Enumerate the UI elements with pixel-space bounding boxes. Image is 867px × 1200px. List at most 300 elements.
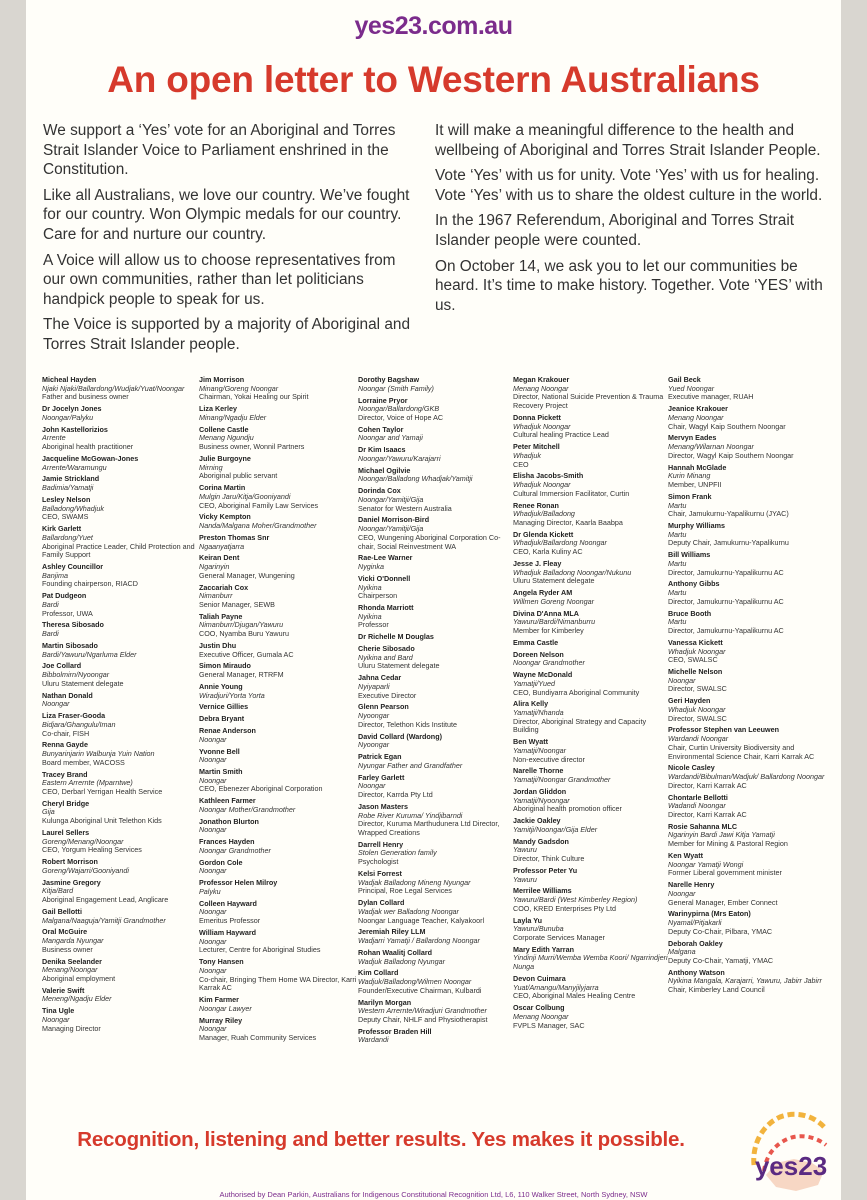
signatory-name: Laurel Sellers <box>42 827 90 837</box>
signatory-group: Noongar/Palyku <box>42 412 94 422</box>
signatory <box>199 900 357 926</box>
signatory-group: Kurin Minang <box>668 471 711 481</box>
signatory <box>668 881 826 907</box>
signatory-group: Noongar Mother/Grandmother <box>199 804 296 814</box>
signatory <box>42 741 200 767</box>
signatory <box>513 975 671 1001</box>
signatory-group: Menang Noongar <box>513 1011 569 1021</box>
signatory-name: Dr Kim Isaacs <box>358 445 406 455</box>
signatory-name: Ashley Councillor <box>42 562 104 572</box>
signatory-name: Rae-Lee Warner <box>358 553 413 563</box>
yes23-logo <box>746 1105 836 1195</box>
signatory <box>668 405 826 431</box>
signatory <box>668 610 826 636</box>
signatory-group: Menang/Noongar <box>42 965 98 975</box>
signatory-group: Goreng/Menang/Noongar <box>42 836 124 846</box>
signatory-role: Director, Karri Karrak AC <box>668 780 747 790</box>
signatory-name: Megan Krakouer <box>513 375 570 384</box>
signatory-name: Oral McGuire <box>42 927 88 937</box>
signatory <box>42 405 200 422</box>
signatory-group: Wadjuk Balladong Nyungar <box>358 956 445 966</box>
signatory-role: Co-chair, Bringing Them Home WA Director, Karri Karrak AC <box>199 974 357 993</box>
signatory <box>42 475 200 492</box>
signatory-name: Mervyn Eades <box>668 433 717 443</box>
url-brand: yes <box>354 12 395 40</box>
signatory-name: Merrilee Williams <box>513 886 572 896</box>
signatory <box>668 910 826 936</box>
signatory-group: Balladong/Whadjuk <box>42 503 104 513</box>
signatory-group: Nyikina Mangala, Karajarri, Yawuru, Jabirr Jabirr <box>668 976 822 986</box>
signatory-group: Whadjuk Balladong Noongar/Nukunu <box>513 567 632 577</box>
signatory-role: Uluru Statement delegate <box>42 678 124 688</box>
headline: An open letter to Western Australians <box>107 59 760 100</box>
signatory-name: Professor Helen Milroy <box>199 878 278 888</box>
signatory-group: Bidjara/Ghangulu/Iman <box>42 719 116 729</box>
signatory-role: Non-executive director <box>513 754 585 764</box>
signatory-name: Cheryl Bridge <box>42 798 90 808</box>
signatory <box>668 464 826 490</box>
signatory-name: Professor Braden Hill <box>358 1026 432 1036</box>
signatory-group: Nyikina <box>358 582 382 592</box>
signatory-name: Collene Castle <box>199 424 249 434</box>
signatory-role: Director, Jamukurnu-Yapalikurnu AC <box>668 596 784 606</box>
signatory-name: Gail Beck <box>668 375 701 384</box>
signatory-name: Rosie Sahanna MLC <box>668 821 738 831</box>
signatory <box>199 727 357 744</box>
signatory-group: Banjima <box>42 570 68 580</box>
signatory-name: Jason Masters <box>358 801 408 811</box>
signatory <box>42 642 200 659</box>
signatory <box>199 838 357 855</box>
signatory-group: Nanda/Malgana Moher/Grandmother <box>199 521 317 531</box>
signatory-name: Nicole Casley <box>668 763 715 773</box>
signatory-role: CEO, Yorgum Healing Services <box>42 845 142 855</box>
signatory-group: Nyungar Father and Grandfather <box>358 760 463 770</box>
signatory-name: Professor Peter Yu <box>513 865 578 875</box>
signatory <box>668 522 826 548</box>
signatory-role: COO, KRED Enterprises Pty Ltd <box>513 903 617 913</box>
intro-paragraph: In the 1967 Referendum, Aboriginal and Torres Strait Islander people were counted. <box>435 212 795 249</box>
signatory-group: Wadandi Noongar <box>668 801 726 811</box>
signatory-group: Palyku <box>199 886 221 896</box>
signatory-name: Vicky Kempton <box>199 512 251 522</box>
signatory-role: FVPLS Manager, SAC <box>513 1020 585 1030</box>
signatory-name: Preston Thomas Snr <box>199 532 270 542</box>
signatory-group: Yawuru/Bardi/Nimanburru <box>513 617 596 627</box>
signatory-name: Deborah Oakley <box>668 938 723 948</box>
signatory <box>358 446 516 463</box>
intro-paragraph: On October 14, we ask you to let our communities be heard. It’s time to make history. Together. Vote ‘YES’ with us. <box>435 257 823 314</box>
signatory-group: Nyoongar <box>358 711 390 721</box>
signatory <box>513 917 671 943</box>
signatory-name: Debra Bryant <box>199 714 245 724</box>
signatory-role: Managing Director, Kaarla Baabpa <box>513 517 623 527</box>
signatory-name: Bill Williams <box>668 550 711 560</box>
signatory-name: Tina Ugle <box>42 1006 75 1016</box>
signatory-group: Minang/Ngadju Elder <box>199 412 267 422</box>
signatory-name: Renee Ronan <box>513 500 559 510</box>
signatory-name: Gordon Cole <box>199 857 243 867</box>
signatory-group: Martu <box>668 558 687 568</box>
signatory-group: Noongar <box>42 1014 70 1024</box>
signatory-name: Julie Burgoyne <box>199 453 251 463</box>
signatory-group: Robe River Kuruma/ Yindjibarndi <box>358 810 463 820</box>
signatory-name: Lorraine Pryor <box>358 395 408 405</box>
signatory-role: Co-chair, FISH <box>42 728 90 738</box>
signatory-group: Wadjak wer Balladong Noongar <box>358 906 459 916</box>
signatory <box>668 580 826 606</box>
signatory <box>199 405 357 422</box>
signatory-name: Taliah Payne <box>199 611 243 621</box>
signatory-name: David Collard (Wardong) <box>358 731 442 741</box>
signatory-name: Dr Richelle M Douglas <box>358 632 434 642</box>
signatory <box>199 376 357 402</box>
signatory-name: Emma Castle <box>513 637 559 647</box>
signatory <box>199 748 357 765</box>
signatory <box>668 434 826 460</box>
signatory <box>358 487 516 513</box>
signatory-name: Jonathon Blurton <box>199 816 259 826</box>
signatory-name: Liza Fraser-Gooda <box>42 711 106 721</box>
url-domain: .com.au <box>421 12 513 40</box>
signatory-role: Chair, Kimberley Land Council <box>668 985 765 995</box>
signatory-group: Yuat/Amangu/Manyjilyjarra <box>513 982 599 992</box>
signatory-name: Colleen Hayward <box>199 898 257 908</box>
signatory <box>358 870 516 896</box>
signatory <box>42 987 200 1004</box>
signatory <box>42 829 200 855</box>
signatory-name: Annie Young <box>199 681 243 691</box>
signatory-group: Yued Noongar <box>668 383 715 393</box>
signatory-group: Mangarda Nyungar <box>42 936 104 946</box>
signatory <box>358 674 516 700</box>
signatory-name: Robert Morrison <box>42 857 98 867</box>
signatory <box>668 551 826 577</box>
signatory-role: Director, Jamukurnu-Yapalikurnu AC <box>668 626 784 636</box>
signatory-role: Uluru Statement delegate <box>513 576 595 586</box>
signatory <box>668 794 826 820</box>
signatory <box>42 662 200 688</box>
signatory-role: Deputy Chair, Jamukurnu-Yapalikurnu <box>668 538 789 548</box>
signatory-name: Corina Martin <box>199 483 246 493</box>
signatory-role: Director, National Suicide Prevention & Trauma Recovery Project <box>513 392 664 411</box>
signatory <box>668 764 826 790</box>
signatory-role: Chair, Jamukurnu-Yapalikurnu (JYAC) <box>668 509 789 519</box>
signatory-group: Nimanburr/Djugan/Yawuru <box>199 620 284 630</box>
signatory-group: Wadjarri Yamatji / Ballardong Noongar <box>358 936 480 946</box>
signatory-role: CEO, SWALSC <box>668 655 718 665</box>
signatory-name: Geri Hayden <box>668 696 711 706</box>
signatory <box>513 671 671 697</box>
signatory-name: Kim Collard <box>358 968 399 978</box>
signatory <box>42 496 200 522</box>
signatory-column-1 <box>42 376 200 1036</box>
signatory-group: Whadjuk/Ballardong Noongar <box>513 538 607 548</box>
signatory-group: Yawuru/Bunuba <box>513 924 564 934</box>
signatory-group: Yamatji/Nyoongar <box>513 795 570 805</box>
signatory-name: Anthony Watson <box>668 967 725 977</box>
signatory-role: CEO <box>513 459 529 469</box>
signatory-group: Mirning <box>199 462 223 472</box>
signatory-group: Noongar <box>668 675 696 685</box>
signatory-role: Director, Telethon Kids Institute <box>358 719 457 729</box>
signatory-name: Denika Seelander <box>42 956 102 966</box>
signatory-role: Manager, Ruah Community Services <box>199 1032 317 1042</box>
signatory <box>513 531 671 557</box>
signatory-name: Doreen Nelson <box>513 649 564 659</box>
signatory-group: Noongar <box>199 907 227 917</box>
signatory-name: Joe Collard <box>42 661 82 671</box>
signatory-group: Yindinji Murri/Wemba Wemba Koori/ Ngarrindjeri Nunga <box>513 953 668 972</box>
signatory-role: Director, Karrda Pty Ltd <box>358 790 433 800</box>
signatory-group: Noongar <box>668 888 696 898</box>
signatory-group: Stolen Generation family <box>358 848 437 858</box>
intro-paragraph: We support a ‘Yes’ vote for an Aboriginal and Torres Strait Islander Voice to Parliament enshrined in the Constitution. <box>43 122 396 179</box>
signatory-role: Uluru Statement delegate <box>358 661 440 671</box>
signatory-group: Noongar and Yamaji <box>358 433 423 443</box>
signatory-role: Executive Officer, Gumala AC <box>199 649 294 659</box>
signatory-role: Business owner <box>42 944 93 954</box>
signatory-role: Director, Think Culture <box>513 854 585 864</box>
signatory-name: Professor Stephen van Leeuwen <box>668 725 780 735</box>
signatory-group: Martu <box>668 500 687 510</box>
signatory-group: Meneng/Ngadju Elder <box>42 994 112 1004</box>
signatory <box>42 771 200 797</box>
signatory <box>199 1017 357 1043</box>
signatory <box>358 426 516 443</box>
signatory <box>513 443 671 469</box>
signatory <box>199 613 357 639</box>
signatory <box>668 697 826 723</box>
signatory-name: Justin Dhu <box>199 640 237 650</box>
signatory-name: Warinypirna (Mrs Eaton) <box>668 909 751 919</box>
intro-right-column <box>435 121 825 321</box>
signatory-name: Theresa Sibosado <box>42 620 104 630</box>
signatory <box>199 642 357 659</box>
signatory <box>358 516 516 551</box>
signatory-group: Noongar <box>358 781 386 791</box>
signatory <box>199 662 357 679</box>
signatory <box>199 879 357 896</box>
signatory-role: Aboriginal Practice Leader, Child Protection and Family Support <box>42 541 195 560</box>
intro-paragraph: A Voice will allow us to choose representatives from our own communities, rather than let politicians handpick people to speak for us. <box>43 251 396 308</box>
signatory-role: Corporate Services Manager <box>513 932 605 942</box>
signatory-name: Murphy Williams <box>668 521 726 531</box>
signatory <box>358 928 516 945</box>
signatory-role: Aboriginal health practitioner <box>42 442 134 452</box>
signatory-role: Deputy Chair, NHLF and Physiotherapist <box>358 1014 488 1024</box>
signatory-role: Director, Karri Karrak AC <box>668 809 747 819</box>
signatory <box>358 633 516 642</box>
signatory-name: Anthony Gibbs <box>668 579 720 589</box>
signatory <box>42 928 200 954</box>
signatory-name: Peter Mitchell <box>513 442 560 452</box>
logo-text: yes23 <box>754 1151 828 1181</box>
signatory-name: Hannah McGlade <box>668 462 727 472</box>
signatory <box>513 1004 671 1030</box>
signatory-name: Jacqueline McGowan-Jones <box>42 453 139 463</box>
signatory <box>42 455 200 472</box>
signatory-role: Senior Manager, SEWB <box>199 599 275 609</box>
signatory-group: Wadjuk/Balladong/Wilmen Noongar <box>358 977 472 987</box>
signatory-role: Principal, Roe Legal Services <box>358 886 452 896</box>
signatory-group: Wadjak Balladong Mineng Nyungar <box>358 877 471 887</box>
signatory-name: Jim Morrison <box>199 375 245 384</box>
signatory <box>513 639 671 648</box>
signatory <box>358 376 516 393</box>
signatory-group: Martu <box>668 588 687 598</box>
signatory <box>358 949 516 966</box>
signatory <box>199 554 357 580</box>
signatory <box>199 513 357 530</box>
signatory <box>42 621 200 638</box>
signatory-name: Martin Sibosado <box>42 640 98 650</box>
signatory-group: Yamatji/Nhanda <box>513 708 564 718</box>
signatory-role: Director, Kuruma Marthudunera Ltd Director, Wrapped Creations <box>358 819 500 837</box>
signatory <box>42 800 200 826</box>
signatory-role: Founder/Executive Chairman, Kulbardi <box>358 985 482 995</box>
signatory-group: Nyginka <box>358 562 384 572</box>
website-url <box>26 12 841 41</box>
signatory-group: Yamatji/Noongar <box>513 745 566 755</box>
signatory-group: Menang Noongar <box>668 412 724 422</box>
signatory <box>358 467 516 484</box>
signatory-name: Patrick Egan <box>358 752 402 762</box>
signatory-role: Executive manager, RUAH <box>668 392 754 402</box>
signatory <box>358 969 516 995</box>
signatory-role: COO, Nyamba Buru Yawuru <box>199 629 290 639</box>
signatory-group: Yawuru <box>513 845 537 855</box>
signatory-group: Menang Noongar <box>513 383 569 393</box>
signatory-role: CEO, Wungening Aboriginal Corporation Co-chair, Social Reinvestment WA <box>358 532 501 551</box>
signatory-column-3 <box>358 376 516 1048</box>
signatory <box>42 879 200 905</box>
signatory-group: Noongar/Yamitji/Gija <box>358 494 424 504</box>
signatory-group: Ngarinyin Bardi Jawi Kitja Yamatji <box>668 830 775 840</box>
signatory-role: Aboriginal health promotion officer <box>513 804 622 814</box>
signatory-name: Zaccariah Cox <box>199 582 249 592</box>
signatory-role: Member, UNPFII <box>668 480 722 490</box>
signatory <box>513 946 671 972</box>
signatory-name: Narelle Thorne <box>513 766 564 776</box>
signatory-role: Director, Voice of Hope AC <box>358 412 444 422</box>
signatory-name: Vicki O'Donnell <box>358 573 411 583</box>
signatory-group: Menang Ngundju <box>199 433 254 443</box>
signatory <box>199 584 357 610</box>
signatory-group: Yawuru <box>513 874 537 884</box>
signatory <box>358 1028 516 1045</box>
signatory-name: Dr Jocelyn Jones <box>42 404 102 414</box>
signatory <box>42 525 200 560</box>
signatory-group: Kitja/Bard <box>42 886 74 896</box>
signatory-group: Mulgin Jaru/Kitja/Gooniyandi <box>199 491 291 501</box>
signatory <box>199 859 357 876</box>
authorisation-line: Authorised by Dean Parkin, Australians for Indigenous Constitutional Recognition Ltd, L6, 110 Walker Street, North Sydney, NSW <box>219 1190 648 1199</box>
signatory-role: Deputy Co-Chair, Yamatji, YMAC <box>668 955 774 965</box>
signatory-role: General Manager, Ember Connect <box>668 897 778 907</box>
signatory-group: Noongar/Balladong Whadjak/Yamitji <box>358 474 473 484</box>
signatory-group: Yamatji/Noongar Grandmother <box>513 775 611 785</box>
signatory <box>513 788 671 814</box>
signatory-role: Director, SWALSC <box>668 684 727 694</box>
signatory <box>42 712 200 738</box>
signatory <box>513 867 671 884</box>
signatory-name: Tracey Brand <box>42 769 88 779</box>
signatory-group: Noongar <box>199 775 227 785</box>
signatory <box>42 858 200 875</box>
signatory <box>358 733 516 750</box>
signatory-group: Nyikina and Bard <box>358 652 413 662</box>
signatory-group: Nyoongar <box>358 740 390 750</box>
signatory-group: Noongar/Yamitji/Gija <box>358 524 424 534</box>
signatory-role: Director, Aboriginal Strategy and Capacity Building <box>513 716 647 735</box>
signatory-name: Ken Wyatt <box>668 850 704 860</box>
signatory-group: Martu <box>668 617 687 627</box>
signatory-role: Aboriginal public servant <box>199 471 278 481</box>
signatory <box>199 996 357 1013</box>
signatory-name: Jesse J. Fleay <box>513 558 562 568</box>
signatory <box>358 999 516 1025</box>
signatory-role: Cultural healing Practice Lead <box>513 430 609 440</box>
signatory <box>358 899 516 925</box>
signatory-name: Jeanice Krakouer <box>668 404 728 414</box>
signatory-group: Whadjuk Noongar <box>513 480 571 490</box>
signatory <box>42 908 200 925</box>
signatory <box>513 700 671 735</box>
signatory-role: Professor, UWA <box>42 608 93 618</box>
signatory <box>199 484 357 510</box>
signatory-role: Executive Director <box>358 690 417 700</box>
signatory-group: Menang/Wilarnan Noongar <box>668 442 754 452</box>
signatory-name: Rohan Waalitj Collard <box>358 947 433 957</box>
signatory-role: Director, Wagyl Kaip Southern Noongar <box>668 450 794 460</box>
signatory <box>358 554 516 571</box>
signatory <box>42 592 200 618</box>
signatory-name: Rhonda Marriott <box>358 603 414 613</box>
signatory-group: Whadjuk Noongar <box>668 704 726 714</box>
signatory-name: Yvonne Bell <box>199 746 240 756</box>
signatory-name: Michael Ogilvie <box>358 465 411 475</box>
signatory-column-2 <box>199 376 357 1046</box>
signatory-group: Bunyarinjarin Walbunja Yuin Nation <box>42 749 155 759</box>
signatory-group: Noongar Grandmother <box>513 658 585 668</box>
signatory <box>358 397 516 423</box>
signatory-name: Dylan Collard <box>358 898 405 908</box>
signatory-name: Vernice Gillies <box>199 702 249 712</box>
signatory-group: Arrente/Waramungu <box>42 462 107 472</box>
signatory-name: Daniel Morrison-Bird <box>358 515 430 525</box>
signatory-name: Divina D'Anna MLA <box>513 608 580 618</box>
signatory <box>199 426 357 452</box>
signatory-group: Martu <box>668 529 687 539</box>
newspaper-page <box>26 0 841 1200</box>
signatory <box>199 768 357 794</box>
signatory-name: Elisha Jacobs-Smith <box>513 471 584 481</box>
signatory-name: Kim Farmer <box>199 995 239 1005</box>
signatory <box>668 940 826 966</box>
signatory-name: Dr Glenda Kickett <box>513 529 574 539</box>
signatory <box>199 958 357 993</box>
signatory-group: Yawuru/Bardi (West Kimberley Region) <box>513 895 638 905</box>
signatory-name: Darrell Henry <box>358 839 404 849</box>
signatory-group: Gija <box>42 807 55 817</box>
signatory-name: Layla Yu <box>513 915 543 925</box>
signatory-group: Wiradjuri/Yorta Yorta <box>199 690 265 700</box>
signatory-group: Noongar Grandmother <box>199 845 271 855</box>
signatory-name: Frances Hayden <box>199 837 255 847</box>
signatory-group: Ngarinyin <box>199 562 230 572</box>
signatory-name: William Hayward <box>199 927 257 937</box>
